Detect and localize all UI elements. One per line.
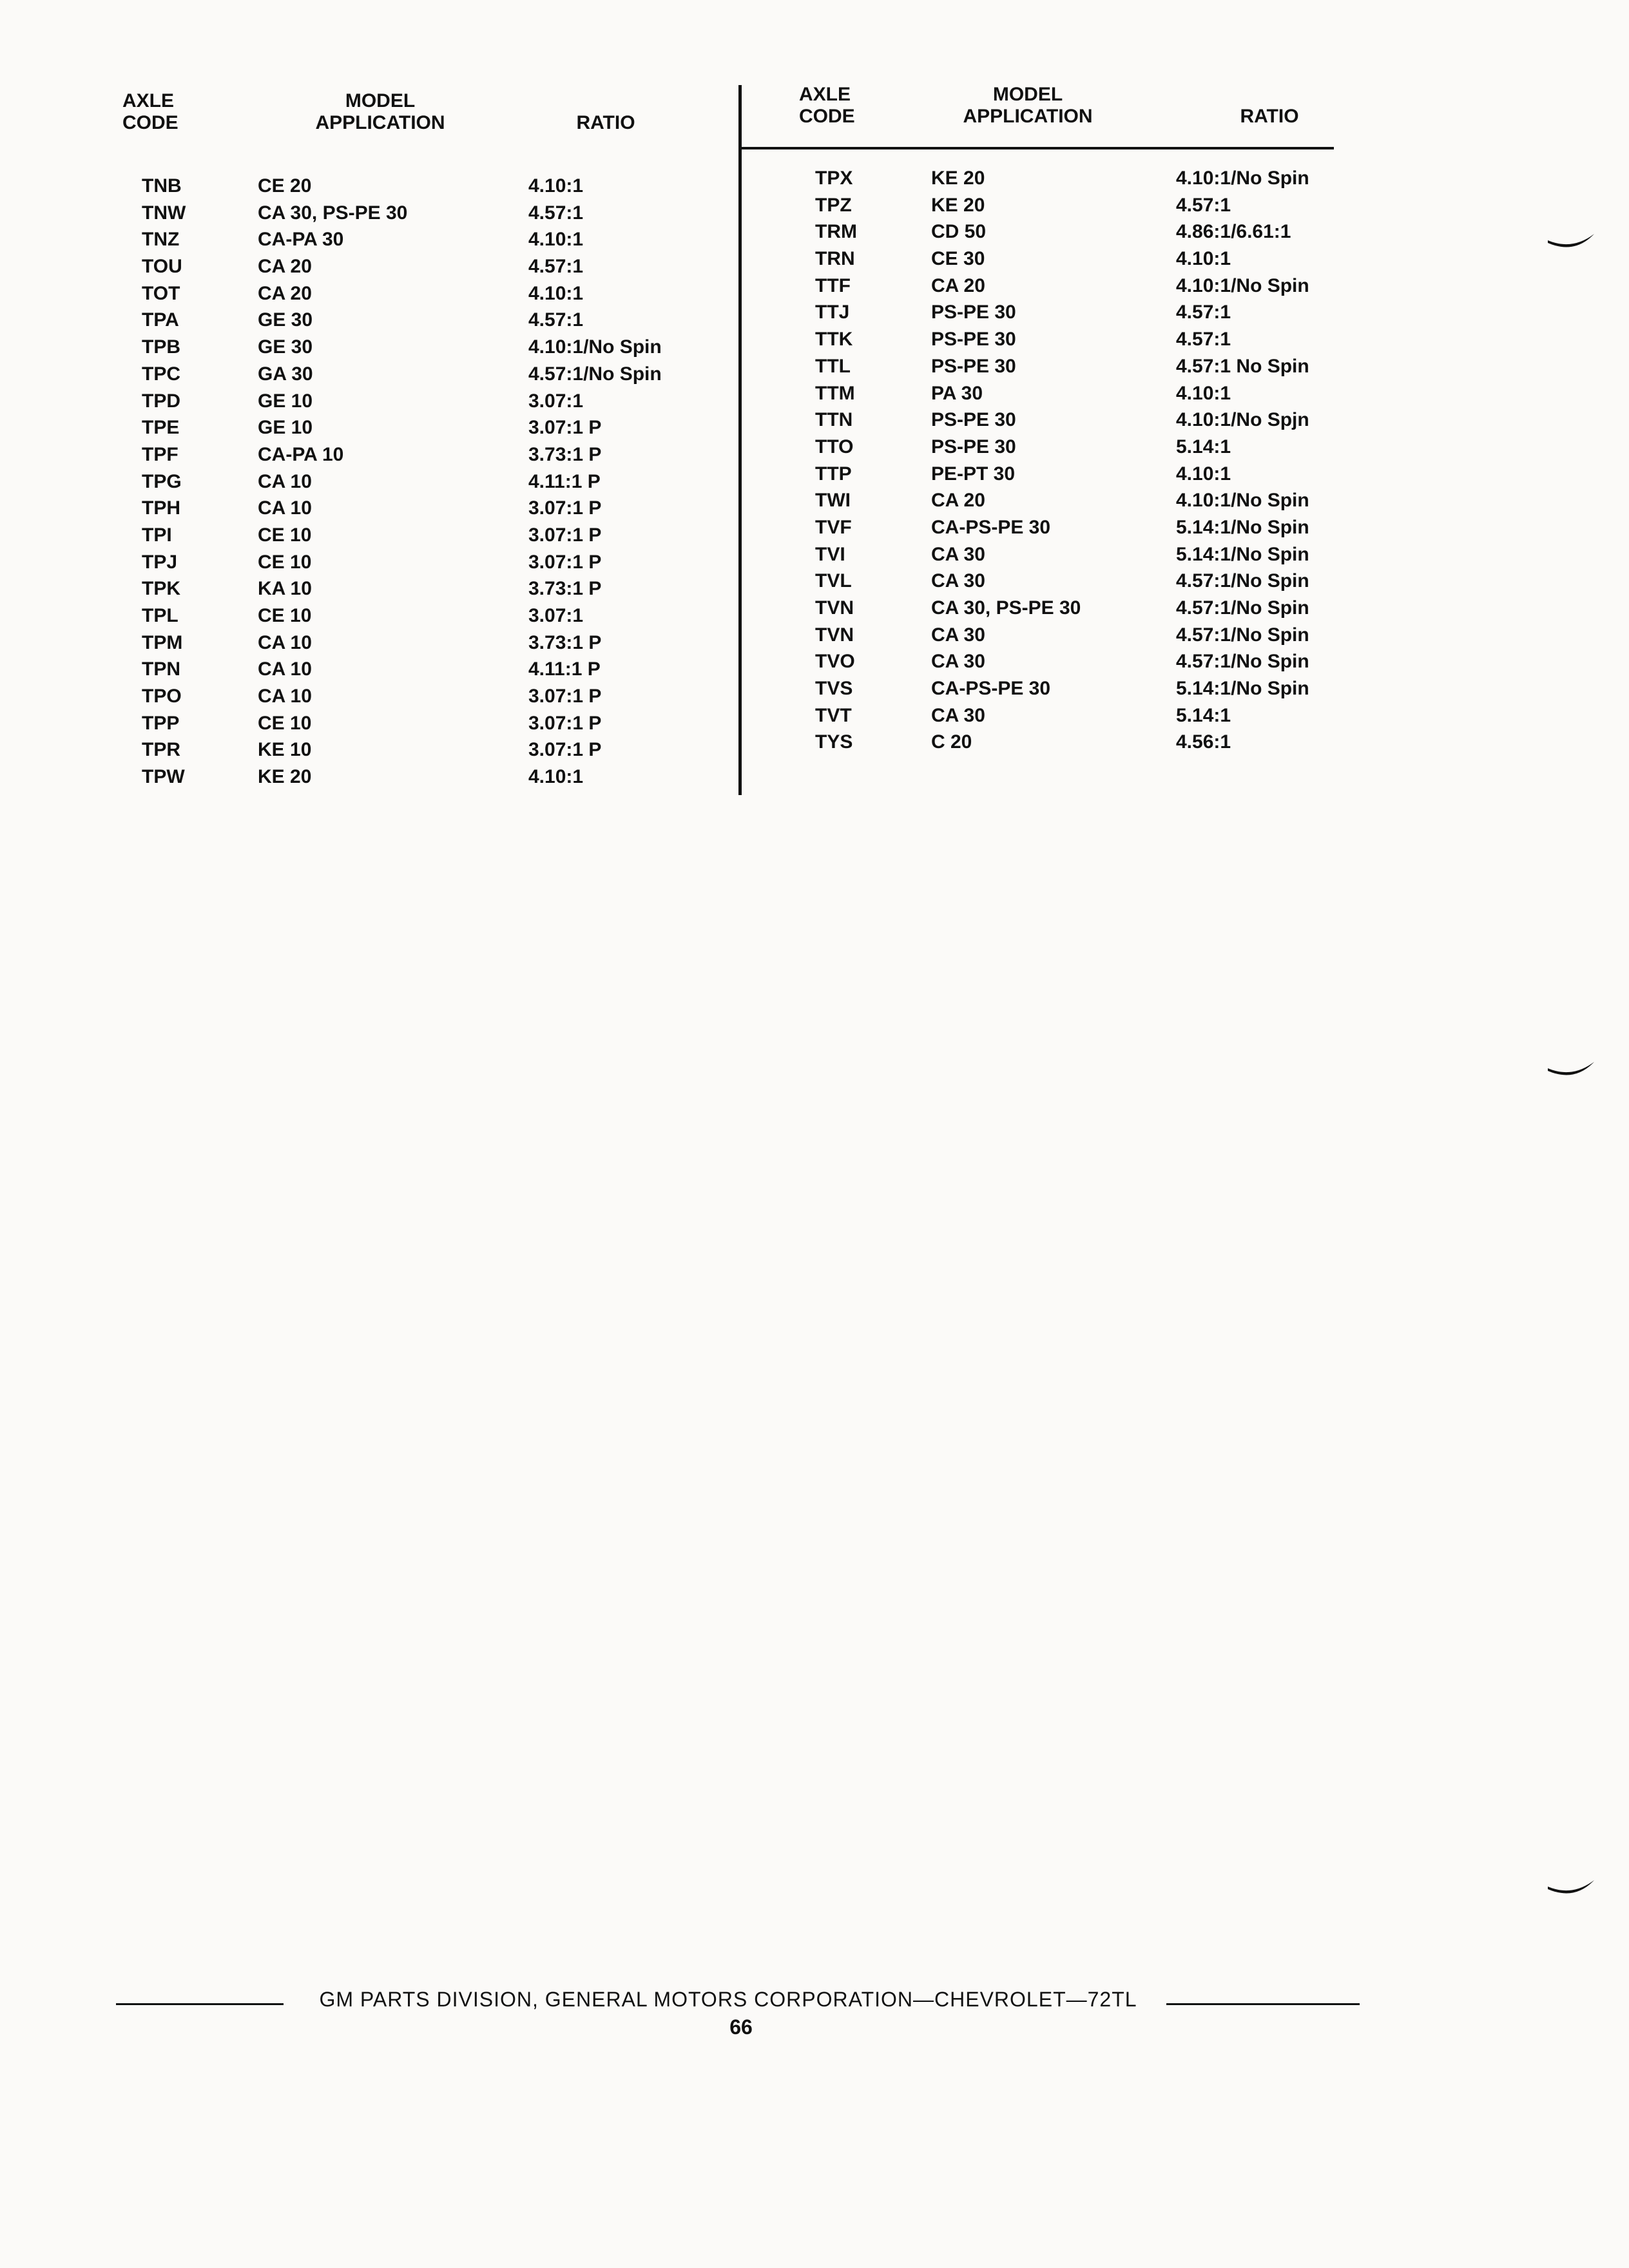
table-row xyxy=(767,648,1347,675)
axle-code-cell: TPH xyxy=(142,497,180,519)
axle-code-cell: TPN xyxy=(142,658,180,680)
ratio-cell: 4.10:1 xyxy=(528,229,584,251)
model-application-cell: PS-PE 30 xyxy=(931,409,1016,431)
table-row xyxy=(122,736,741,764)
ratio-cell: 4.10:1 xyxy=(1176,248,1231,270)
model-application-cell: CA-PS-PE 30 xyxy=(931,678,1051,700)
model-application-cell: GA 30 xyxy=(258,363,313,385)
axle-code-cell: TTO xyxy=(815,436,854,457)
table-row xyxy=(122,495,741,522)
table-row xyxy=(122,253,741,280)
ratio-cell: 4.10:1/No Spin xyxy=(1176,168,1309,189)
table-row xyxy=(767,326,1347,353)
axle-code-cell: TNW xyxy=(142,202,186,224)
table-header xyxy=(122,84,741,148)
table-row xyxy=(767,192,1347,219)
model-application-cell: KA 10 xyxy=(258,578,312,600)
model-application-cell: CE 10 xyxy=(258,605,312,626)
ratio-cell: 4.57:1/No Spin xyxy=(1176,570,1309,592)
table-row xyxy=(767,165,1347,192)
ratio-cell: 4.10:1/No Spin xyxy=(528,336,662,358)
ratio-cell: 4.10:1 xyxy=(528,282,584,304)
axle-code-cell: TOT xyxy=(142,282,180,304)
model-application-cell: CA 30 xyxy=(931,624,985,646)
ratio-cell: 4.10:1 xyxy=(528,175,584,197)
right-rows xyxy=(767,165,1347,756)
model-application-cell: CA-PS-PE 30 xyxy=(931,516,1051,538)
table-row xyxy=(122,173,741,200)
axle-code-cell: TPO xyxy=(142,686,182,707)
header-model-application: MODEL APPLICATION xyxy=(963,84,1093,127)
ratio-cell: 4.57:1 xyxy=(528,202,584,224)
model-application-cell: CA 30, PS-PE 30 xyxy=(931,597,1081,619)
ratio-cell: 3.07:1 P xyxy=(528,417,602,439)
axle-code-cell: TPP xyxy=(142,712,180,734)
model-application-cell: PS-PE 30 xyxy=(931,329,1016,351)
ratio-cell: 4.57:1 xyxy=(1176,329,1231,351)
ratio-cell: 3.07:1 xyxy=(528,390,584,412)
model-application-cell: GE 10 xyxy=(258,390,313,412)
header-ratio: RATIO xyxy=(576,112,635,133)
table-row xyxy=(767,675,1347,702)
binder-hole-mark-icon xyxy=(1547,1057,1598,1082)
ratio-cell: 4.57:1 No Spin xyxy=(1176,355,1309,377)
axle-code-cell: TVS xyxy=(815,678,853,700)
table-row xyxy=(122,468,741,495)
axle-code-cell: TVT xyxy=(815,704,852,726)
table-row xyxy=(122,441,741,468)
axle-code-cell: TVN xyxy=(815,624,854,646)
axle-code-cell: TPM xyxy=(142,631,183,653)
model-application-cell: CA-PA 10 xyxy=(258,443,344,465)
binder-hole-mark-icon xyxy=(1547,229,1598,255)
model-application-cell: GE 30 xyxy=(258,309,313,331)
axle-code-cell: TRN xyxy=(815,248,855,270)
model-application-cell: PE-PT 30 xyxy=(931,463,1016,485)
model-application-cell: KE 10 xyxy=(258,739,312,761)
table-row xyxy=(122,629,741,657)
table-row xyxy=(122,200,741,227)
model-application-cell: CA 20 xyxy=(931,274,985,296)
table-row xyxy=(767,407,1347,434)
ratio-cell: 3.73:1 P xyxy=(528,443,602,465)
table-row xyxy=(767,541,1347,568)
header-axle-code: AXLE CODE xyxy=(122,90,178,133)
model-application-cell: PS-PE 30 xyxy=(931,436,1016,457)
axle-code-cell: TPI xyxy=(142,524,172,546)
ratio-cell: 4.11:1 P xyxy=(528,470,601,492)
ratio-cell: 5.14:1 xyxy=(1176,436,1231,457)
axle-code-cell: TNB xyxy=(142,175,182,197)
ratio-cell: 3.07:1 P xyxy=(528,497,602,519)
axle-code-cell: TPG xyxy=(142,470,182,492)
table-row xyxy=(122,280,741,307)
model-application-cell: CA 10 xyxy=(258,658,312,680)
model-application-cell: CA-PA 30 xyxy=(258,229,344,251)
model-application-cell: CA 10 xyxy=(258,631,312,653)
axle-code-cell: TVF xyxy=(815,516,852,538)
axle-code-cell: TPX xyxy=(815,168,853,189)
model-application-cell: KE 20 xyxy=(931,194,985,216)
ratio-cell: 3.07:1 P xyxy=(528,524,602,546)
table-row xyxy=(767,299,1347,326)
binder-hole-mark-icon xyxy=(1547,1875,1598,1901)
ratio-cell: 4.10:1 xyxy=(1176,382,1231,404)
axle-code-cell: TTK xyxy=(815,329,853,351)
model-application-cell: KE 20 xyxy=(931,168,985,189)
table-row xyxy=(122,226,741,253)
axle-code-cell: TPZ xyxy=(815,194,852,216)
axle-code-cell: TRM xyxy=(815,221,857,243)
ratio-cell: 4.57:1/No Spin xyxy=(528,363,662,385)
model-application-cell: CA 30 xyxy=(931,570,985,592)
model-application-cell: GE 10 xyxy=(258,417,313,439)
ratio-cell: 5.14:1/No Spin xyxy=(1176,543,1309,565)
table-row xyxy=(122,334,741,361)
ratio-cell: 3.07:1 P xyxy=(528,712,602,734)
page-number: 66 xyxy=(729,2015,753,2039)
ratio-cell: 4.10:1 xyxy=(528,766,584,788)
axle-code-cell: TPL xyxy=(142,605,178,626)
table-row xyxy=(122,307,741,334)
table-row xyxy=(122,522,741,549)
model-application-cell: CA 30 xyxy=(931,704,985,726)
axle-code-cell: TTN xyxy=(815,409,853,431)
ratio-cell: 4.57:1/No Spin xyxy=(1176,597,1309,619)
ratio-cell: 5.14:1/No Spin xyxy=(1176,516,1309,538)
model-application-cell: C 20 xyxy=(931,731,972,753)
table-row xyxy=(767,218,1347,245)
model-application-cell: KE 20 xyxy=(258,766,312,788)
model-application-cell: CE 10 xyxy=(258,551,312,573)
ratio-cell: 4.10:1/No Spin xyxy=(1176,274,1309,296)
model-application-cell: CA 10 xyxy=(258,470,312,492)
axle-code-cell: TVN xyxy=(815,597,854,619)
axle-code-cell: TTP xyxy=(815,463,852,485)
model-application-cell: CA 30, PS-PE 30 xyxy=(258,202,408,224)
axle-code-cell: TTL xyxy=(815,355,851,377)
model-application-cell: CE 20 xyxy=(258,175,312,197)
axle-code-cell: TVO xyxy=(815,651,855,673)
header-axle-code: AXLE CODE xyxy=(799,84,855,127)
axle-code-cell: TPD xyxy=(142,390,180,412)
model-application-cell: CD 50 xyxy=(931,221,987,243)
ratio-cell: 5.14:1 xyxy=(1176,704,1231,726)
table-row xyxy=(122,361,741,388)
ratio-cell: 3.07:1 P xyxy=(528,551,602,573)
axle-code-cell: TYS xyxy=(815,731,853,753)
ratio-cell: 3.73:1 P xyxy=(528,631,602,653)
axle-code-cell: TPR xyxy=(142,739,180,761)
table-row xyxy=(767,461,1347,488)
axle-code-cell: TVI xyxy=(815,543,845,565)
table-row xyxy=(767,380,1347,407)
header-model-application: MODEL APPLICATION xyxy=(315,90,445,133)
table-row xyxy=(122,602,741,629)
model-application-cell: CA 10 xyxy=(258,686,312,707)
axle-code-cell: TPC xyxy=(142,363,180,385)
table-row xyxy=(767,514,1347,541)
table-row xyxy=(122,388,741,415)
left-table xyxy=(122,84,741,788)
table-row xyxy=(767,487,1347,514)
ratio-cell: 4.57:1/No Spin xyxy=(1176,624,1309,646)
ratio-cell: 4.57:1 xyxy=(528,256,584,278)
model-application-cell: GE 30 xyxy=(258,336,313,358)
table-row xyxy=(122,764,741,791)
axle-code-cell: TPW xyxy=(142,766,185,788)
ratio-cell: 4.11:1 P xyxy=(528,658,601,680)
model-application-cell: CA 20 xyxy=(931,490,985,512)
axle-code-cell: TPK xyxy=(142,578,180,600)
model-application-cell: CA 30 xyxy=(931,543,985,565)
axle-code-cell: TPA xyxy=(142,309,179,331)
ratio-cell: 4.10:1/No Spin xyxy=(1176,490,1309,512)
model-application-cell: CA 10 xyxy=(258,497,312,519)
left-rows xyxy=(122,173,741,791)
ratio-cell: 4.57:1/No Spin xyxy=(1176,651,1309,673)
axle-code-cell: TPJ xyxy=(142,551,178,573)
table-row xyxy=(767,595,1347,622)
model-application-cell: PS-PE 30 xyxy=(931,302,1016,323)
axle-code-cell: TTF xyxy=(815,274,851,296)
table-row xyxy=(122,414,741,441)
ratio-cell: 4.10:1/No Spjn xyxy=(1176,409,1309,431)
table-row xyxy=(767,273,1347,300)
ratio-cell: 3.73:1 P xyxy=(528,578,602,600)
model-application-cell: CA 20 xyxy=(258,256,312,278)
model-application-cell: CA 30 xyxy=(931,651,985,673)
model-application-cell: CE 10 xyxy=(258,524,312,546)
axle-code-cell: TPB xyxy=(142,336,180,358)
ratio-cell: 5.14:1/No Spin xyxy=(1176,678,1309,700)
header-ratio: RATIO xyxy=(1240,106,1299,127)
ratio-cell: 3.07:1 xyxy=(528,605,584,626)
axle-code-cell: TNZ xyxy=(142,229,180,251)
model-application-cell: CE 10 xyxy=(258,712,312,734)
footer-rule-right xyxy=(1166,2003,1360,2005)
model-application-cell: PA 30 xyxy=(931,382,983,404)
ratio-cell: 4.57:1 xyxy=(1176,302,1231,323)
footer-text: GM PARTS DIVISION, GENERAL MOTORS CORPORATION—CHEVROLET—72TL xyxy=(319,1988,1137,2011)
axle-code-cell: TWI xyxy=(815,490,851,512)
right-table xyxy=(767,84,1347,753)
axle-code-cell: TTM xyxy=(815,382,855,404)
axle-code-cell: TTJ xyxy=(815,302,850,323)
model-application-cell: CA 20 xyxy=(258,282,312,304)
table-row xyxy=(767,568,1347,595)
footer-rule-left xyxy=(116,2003,284,2005)
axle-code-cell: TVL xyxy=(815,570,852,592)
axle-code-cell: TPF xyxy=(142,443,178,465)
table-row xyxy=(767,622,1347,649)
ratio-cell: 4.57:1 xyxy=(528,309,584,331)
table-row xyxy=(767,729,1347,756)
ratio-cell: 4.86:1/6.61:1 xyxy=(1176,221,1291,243)
table-row xyxy=(767,245,1347,273)
table-header xyxy=(767,84,1347,148)
table-row xyxy=(767,353,1347,380)
table-row xyxy=(122,549,741,576)
table-row xyxy=(767,434,1347,461)
axle-code-cell: TOU xyxy=(142,256,182,278)
table-row xyxy=(767,702,1347,729)
ratio-cell: 4.56:1 xyxy=(1176,731,1231,753)
table-row xyxy=(122,656,741,683)
ratio-cell: 3.07:1 P xyxy=(528,686,602,707)
table-row xyxy=(122,683,741,710)
table-row xyxy=(122,575,741,602)
model-application-cell: PS-PE 30 xyxy=(931,355,1016,377)
axle-code-cell: TPE xyxy=(142,417,180,439)
ratio-cell: 3.07:1 P xyxy=(528,739,602,761)
ratio-cell: 4.57:1 xyxy=(1176,194,1231,216)
table-row xyxy=(122,710,741,737)
ratio-cell: 4.10:1 xyxy=(1176,463,1231,485)
model-application-cell: CE 30 xyxy=(931,248,985,270)
